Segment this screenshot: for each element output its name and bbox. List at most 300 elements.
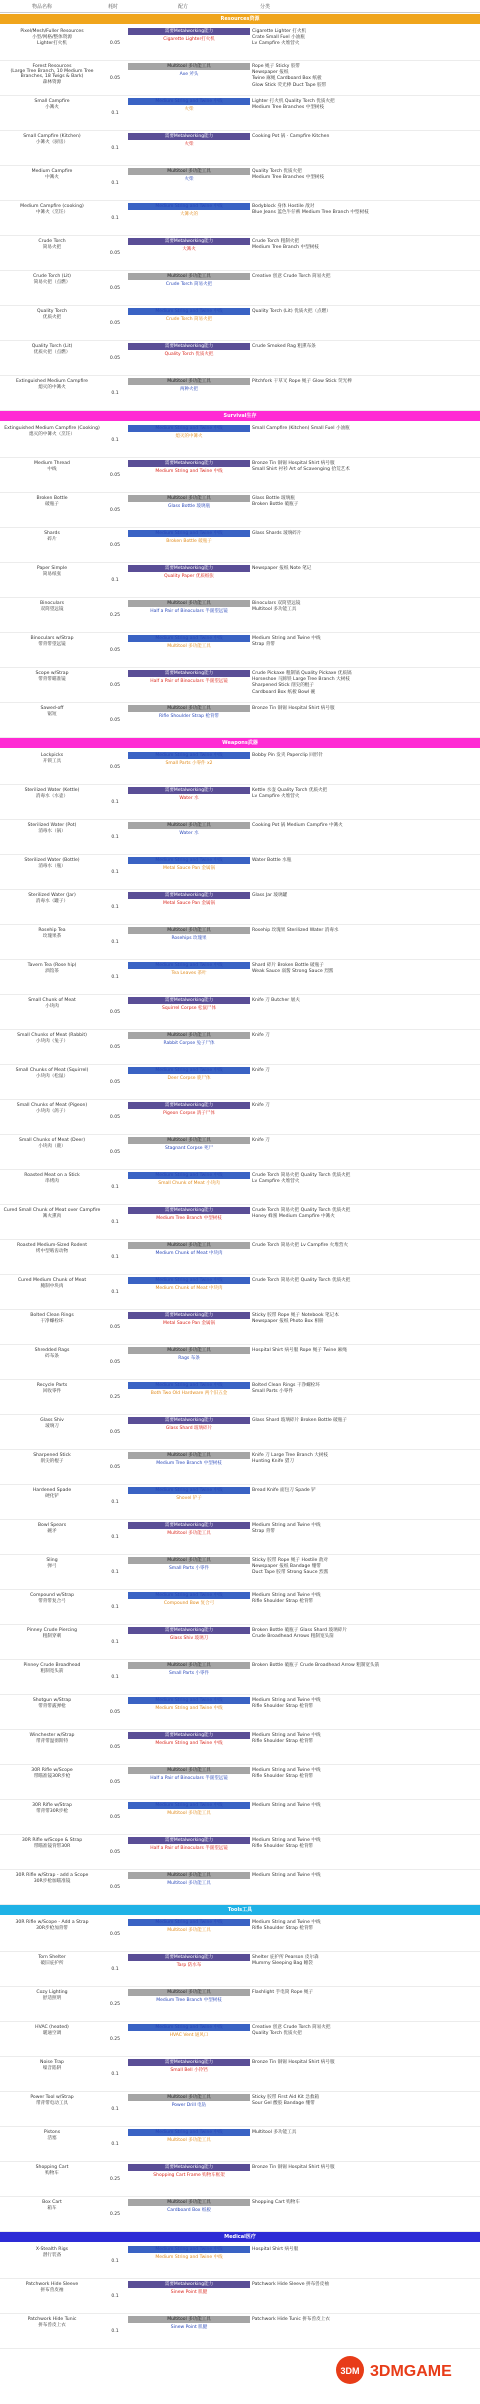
item-name: Roasted Meat on a Stick 串烤肉 xyxy=(24,1173,80,1184)
header-time: 耗时 xyxy=(108,4,119,10)
item-name: Glass Shiv 玻璃刀 xyxy=(40,1418,64,1429)
recipe-ingredient: Power Drill 电钻 xyxy=(171,2103,207,2108)
craft-time: 0.05 xyxy=(109,1709,121,1715)
table-row xyxy=(0,890,480,925)
recipe-bar: 需要Metalworking能力 xyxy=(128,1627,250,1634)
table-row xyxy=(0,96,480,131)
item-name: Patchwork Hide Sleeve 拼布兽皮袖 xyxy=(25,2282,79,2293)
item-name: Rosehip Tea 玫瑰果茶 xyxy=(38,928,66,939)
table-row xyxy=(0,528,480,563)
table-row xyxy=(0,1205,480,1240)
table-row xyxy=(0,1555,480,1590)
recipe-bar: Multitool 多功能工具 xyxy=(128,2199,250,2206)
recipe-ingredient: Glass Shard 玻璃碎片 xyxy=(165,1426,213,1431)
category-info: Pitchfork 干草叉 Rope 绳子 Glow Stick 荧光棒 xyxy=(252,379,352,384)
recipe-bar: Medium String and Twine 中线 xyxy=(128,752,250,759)
craft-time: 0.1 xyxy=(111,215,119,221)
craft-time: 0.05 xyxy=(109,647,121,653)
item-name: Small Chunks of Meat (Squirrel) 小块肉（松鼠） xyxy=(15,1068,89,1079)
table-row xyxy=(0,1170,480,1205)
craft-time: 0.05 xyxy=(109,542,121,548)
recipe-bar: Medium String and Twine 中线 xyxy=(128,2246,250,2253)
craft-time: 0.1 xyxy=(111,1184,119,1190)
category-info: Bobby Pin 发夹 Paperclip 回形针 xyxy=(252,753,324,758)
recipe-bar: 需要Metalworking能力 xyxy=(128,343,250,350)
item-name: Noise Trap 噪音陷阱 xyxy=(40,2060,64,2071)
item-name: Sling 弹弓 xyxy=(46,1558,58,1569)
craft-time: 0.05 xyxy=(109,75,121,81)
recipe-ingredient: Half a Pair of Binoculars 半副望远镜 xyxy=(150,1776,228,1781)
recipe-bar: 需要Metalworking能力 xyxy=(128,1312,250,1319)
category-info: Sticky 胶带 Rope 绳子 Hostile 敌对 Newspaper 报纸 Bandage 绷带 Duct Tape 胶带 Strong Sauce 烈酱 xyxy=(252,1558,329,1576)
recipe-ingredient: Cigarette Lighter打火机 xyxy=(163,37,215,42)
recipe-bar: 需要Metalworking能力 xyxy=(128,1837,250,1844)
table-row xyxy=(0,306,480,341)
item-name: Bolted Clean Rings 干净螺栓环 xyxy=(30,1313,74,1324)
category-info: Bodyblock 身体 Hostile 敌对 Blue Jeans 蓝色牛仔裤 Medium Tree Branch 中型树枝 xyxy=(252,204,369,216)
recipe-ingredient: Squirrel Corpse 松鼠尸体 xyxy=(162,1006,216,1011)
table-row xyxy=(0,2057,480,2092)
craft-time: 0.1 xyxy=(111,1254,119,1260)
craft-time: 0.1 xyxy=(111,1674,119,1680)
table-row xyxy=(0,1835,480,1870)
category-info: Creative 创意 Crude Torch 简易火把 xyxy=(252,274,331,279)
table-row xyxy=(0,2244,480,2279)
recipe-bar: Multitool 多功能工具 xyxy=(128,927,250,934)
category-info: Medium String and Twine 中线 Rifle Shoulder Strap 枪背带 xyxy=(252,1838,321,1850)
item-name: Pixel/Mesh/Fuller Resources 小型/网格/整体资源 Lighter打火机 xyxy=(20,29,84,46)
craft-time: 0.1 xyxy=(111,110,119,116)
category-info: Flashlight 手电筒 Rope 绳子 xyxy=(252,1990,314,1995)
table-row xyxy=(0,2092,480,2127)
item-name: Small Chunks of Meat (Pigeon) 小块肉（鸽子） xyxy=(16,1103,88,1114)
recipe-grid xyxy=(0,12,480,2404)
category-info: Hospital Shirt 病号服 Rope 绳子 Twine 麻绳 xyxy=(252,1348,347,1353)
recipe-ingredient: Sinew Point 肌腱 xyxy=(170,2290,208,2295)
recipe-ingredient: Medium Tree Branch 中型树枝 xyxy=(156,1216,222,1221)
category-info: Bread Knife 面包刀 Spade 铲 xyxy=(252,1488,316,1493)
recipe-ingredient: Metal Sauce Pan 金属锅 xyxy=(162,866,216,871)
item-name: Shopping Cart 购物车 xyxy=(35,2165,69,2176)
recipe-ingredient: Glass Shiv 玻璃刀 xyxy=(169,1636,209,1641)
craft-time: 0.25 xyxy=(109,2211,121,2217)
item-name: Lockpicks 开锁工具 xyxy=(40,753,64,764)
category-info: Medium String and Twine 中线 Rifle Shoulder Strap 枪背带 xyxy=(252,1698,321,1710)
recipe-bar: Multitool 多功能工具 xyxy=(128,1452,250,1459)
watermark-text: 3DMGAME xyxy=(370,2363,452,2380)
category-info: Knife 刀 Large Tree Branch 大树枝 Hunting Knife 猎刀 xyxy=(252,1453,329,1465)
item-name: Shotgun w/Strap 带背带霰弹枪 xyxy=(32,1698,72,1709)
table-row xyxy=(0,166,480,201)
category-info: Sticky 胶带 First Aid Kit 急救箱 Sour Gel 酸胶 Bandage 绷带 xyxy=(252,2095,320,2107)
recipe-ingredient: Compound Bow 复合弓 xyxy=(163,1601,215,1606)
recipe-bar: Multitool 多功能工具 xyxy=(128,168,250,175)
category-info: Hospital Shirt 病号服 xyxy=(252,2247,299,2252)
table-row xyxy=(0,423,480,458)
category-info: Knife 刀 xyxy=(252,1033,270,1038)
item-name: Medium Campfire 中篝火 xyxy=(31,169,73,180)
craft-time: 0.1 xyxy=(111,390,119,396)
recipe-ingredient: Cardboard Box 纸板 xyxy=(167,2208,211,2213)
table-row xyxy=(0,341,480,376)
craft-time: 0.05 xyxy=(109,1931,121,1937)
recipe-ingredient: Half a Pair of Binoculars 半副望远镜 xyxy=(150,609,228,614)
recipe-ingredient: Small Bell 小铃铛 xyxy=(170,2068,208,2073)
recipe-ingredient: Medium Tree Branch 中型树枝 xyxy=(156,1461,222,1466)
recipe-bar: Multitool 多功能工具 xyxy=(128,1872,250,1879)
recipe-ingredient: Multitool 多功能工具 xyxy=(167,1531,211,1536)
recipe-bar: Multitool 多功能工具 xyxy=(128,273,250,280)
table-row xyxy=(0,1917,480,1952)
recipe-bar: Medium String and Twine 中线 xyxy=(128,530,250,537)
table-row xyxy=(0,2127,480,2162)
recipe-ingredient: Shopping Cart Frame 购物车框架 xyxy=(153,2173,225,2178)
craft-time: 0.05 xyxy=(109,285,121,291)
craft-time: 0.05 xyxy=(109,1009,121,1015)
recipe-bar: Medium String and Twine 中线 xyxy=(128,2129,250,2136)
recipe-bar: 需要Metalworking能力 xyxy=(128,28,250,35)
recipe-ingredient: Medium Chunk of Meat 中块肉 xyxy=(155,1251,223,1256)
table-row xyxy=(0,1030,480,1065)
recipe-bar: Multitool 多功能工具 xyxy=(128,822,250,829)
table-row xyxy=(0,1415,480,1450)
craft-time: 0.05 xyxy=(109,1044,121,1050)
recipe-ingredient: Broken Bottle 破瓶子 xyxy=(166,539,212,544)
item-name: HVAC (heated) 暖通空调 xyxy=(35,2025,69,2036)
table-row xyxy=(0,1310,480,1345)
recipe-bar: 需要Metalworking能力 xyxy=(128,2281,250,2288)
craft-time: 0.1 xyxy=(111,1499,119,1505)
item-name: Box Cart 箱车 xyxy=(42,2200,62,2211)
category-info: Bronze Tin 铜锡 Hospital Shirt 病号服 xyxy=(252,706,335,711)
header-name: 物品名称 xyxy=(32,4,53,10)
section-header: Weapons武器 xyxy=(0,738,480,748)
table-row xyxy=(0,960,480,995)
item-name: Sterilized Water (Kettle) 消毒水（水壶） xyxy=(24,788,80,799)
recipe-ingredient: HVAC Vent 通风口 xyxy=(169,2033,209,2038)
item-name: 30R Rifle w/Strap - add a Scope 30R步枪加瞄准镜 xyxy=(15,1873,89,1884)
recipe-bar: Multitool 多功能工具 xyxy=(128,705,250,712)
category-info: Bolted Clean Rings 干净螺栓环 Small Parts 小零件 xyxy=(252,1383,320,1395)
craft-time: 0.05 xyxy=(109,1779,121,1785)
recipe-bar: Medium String and Twine 中线 xyxy=(128,635,250,642)
item-name: Binoculars w/Strap 带背带望远镜 xyxy=(30,636,74,647)
item-name: Extinguished Medium Campfire 熄灭的中篝火 xyxy=(16,379,88,390)
craft-time: 0.1 xyxy=(111,180,119,186)
recipe-bar: 需要Metalworking能力 xyxy=(128,1954,250,1961)
table-row xyxy=(0,995,480,1030)
category-info: Glass Shards 玻璃碎片 xyxy=(252,531,302,536)
craft-time: 0.05 xyxy=(109,1464,121,1470)
recipe-ingredient: 火柴 xyxy=(184,142,194,147)
craft-time: 0.25 xyxy=(109,2001,121,2007)
table-row xyxy=(0,925,480,960)
table-row xyxy=(0,1730,480,1765)
recipe-bar: Medium String and Twine 中线 xyxy=(128,1592,250,1599)
category-info: Small Campfire (Kitchen) Small Fuel 小油瓶 xyxy=(252,426,350,431)
recipe-ingredient: Multitool 多功能工具 xyxy=(167,2138,211,2143)
item-name: Binoculars 双筒望远镜 xyxy=(40,601,64,612)
craft-time: 0.25 xyxy=(109,2036,121,2042)
recipe-ingredient: Multitool 多功能工具 xyxy=(167,644,211,649)
craft-time: 0.05 xyxy=(109,764,121,770)
craft-time: 0.25 xyxy=(109,1394,121,1400)
recipe-bar: Multitool 多功能工具 xyxy=(128,1137,250,1144)
recipe-ingredient: Shovel 铲子 xyxy=(176,1496,202,1501)
category-info: Crude Torch 简易火把 Quality Torch 优质火把 Lv Campfire 火堆营火 xyxy=(252,1173,351,1185)
category-info: Medium String and Twine 中线 Strap 背带 xyxy=(252,636,321,648)
recipe-ingredient: 大篝火的 xyxy=(180,212,198,217)
category-info: Cooking Pot 锅 Medium Campfire 中篝火 xyxy=(252,823,343,828)
category-info: Broken Bottle 破瓶子 Crude Broadhead Arrow 粗制宽头箭 xyxy=(252,1663,380,1668)
recipe-ingredient: Rabbit Corpse 兔子尸体 xyxy=(163,1041,215,1046)
craft-time: 0.1 xyxy=(111,2258,119,2264)
category-info: Crude Pickaxe 粗制镐 Quality Pickaxe 优质镐 Horseshoe 马蹄铁 Large Tree Branch 大树枝 Sharpened Stick 削尖的棍子 Cardboard Box 纸板 Bowl 碗 xyxy=(252,671,352,695)
recipe-bar: 需要Metalworking能力 xyxy=(128,1522,250,1529)
recipe-bar: Multitool 多功能工具 xyxy=(128,1557,250,1564)
recipe-ingredient: Both Two Old Hardware 两个旧五金 xyxy=(150,1391,228,1396)
craft-time: 0.1 xyxy=(111,904,119,910)
recipe-ingredient: Multitool 多功能工具 xyxy=(167,1928,211,1933)
recipe-ingredient: Multitool 多功能工具 xyxy=(167,1811,211,1816)
recipe-bar: Medium String and Twine 中线 xyxy=(128,98,250,105)
category-info: Glass Shard 玻璃碎片 Broken Bottle 破瓶子 xyxy=(252,1418,347,1423)
table-row xyxy=(0,563,480,598)
recipe-ingredient: Tarp 防水布 xyxy=(176,1963,202,1968)
recipe-ingredient: 两种火把 xyxy=(180,387,198,392)
craft-time: 0.05 xyxy=(109,682,121,688)
table-row xyxy=(0,633,480,668)
item-name: Torn Shelter 破旧庇护所 xyxy=(38,1955,66,1966)
table-row xyxy=(0,61,480,96)
item-name: Winchester w/Strap 带背带温彻斯特 xyxy=(29,1733,75,1744)
section-header: Tools工具 xyxy=(0,1905,480,1915)
recipe-bar: Medium String and Twine 中线 xyxy=(128,1802,250,1809)
table-row xyxy=(0,1695,480,1730)
recipe-ingredient: Water 水 xyxy=(179,796,199,801)
table-row xyxy=(0,1520,480,1555)
recipe-ingredient: 熄灭的中篝火 xyxy=(175,434,203,439)
category-info: Shelter 庇护所 Pearson 皮尔森 Mummy Sleeping Bag 睡袋 xyxy=(252,1955,319,1967)
recipe-bar: 需要Metalworking能力 xyxy=(128,460,250,467)
table-row xyxy=(0,1100,480,1135)
recipe-bar: Multitool 多功能工具 xyxy=(128,1032,250,1039)
recipe-ingredient: Pigeon Corpse 鸽子尸体 xyxy=(163,1111,215,1116)
recipe-ingredient: Water 水 xyxy=(179,831,199,836)
craft-time: 0.1 xyxy=(111,939,119,945)
item-name: Hardened Spade 硬化铲 xyxy=(32,1488,72,1499)
craft-time: 0.05 xyxy=(109,472,121,478)
item-name: Pistons 活塞 xyxy=(43,2130,61,2141)
item-name: Cured Small Chunk of Meat over Campfire 篝火熏肉 xyxy=(3,1208,101,1219)
item-name: Small Campfire 小篝火 xyxy=(34,99,70,110)
category-info: Patchwork Hide Sleeve 拼布兽皮袖 xyxy=(252,2282,329,2287)
recipe-ingredient: Tea Leaves 茶叶 xyxy=(171,971,207,976)
category-info: Kettle 水壶 Quality Torch 优质火把 Lv Campfire 火堆营火 xyxy=(252,788,328,800)
recipe-ingredient: Rosehips 玫瑰果 xyxy=(171,936,207,941)
recipe-ingredient: 火柴 xyxy=(184,177,194,182)
recipe-ingredient: Small Chunk of Meat 小块肉 xyxy=(158,1181,220,1186)
recipe-bar: Medium String and Twine 中线 xyxy=(128,1067,250,1074)
category-info: Rosehip 玫瑰果 Sterilized Water 消毒水 xyxy=(252,928,339,933)
craft-time: 0.1 xyxy=(111,869,119,875)
recipe-bar: 需要Metalworking能力 xyxy=(128,670,250,677)
section-header: Survival生存 xyxy=(0,411,480,421)
craft-time: 0.1 xyxy=(111,1219,119,1225)
item-name: Paper Simple 简易纸张 xyxy=(36,566,68,577)
craft-time: 0.1 xyxy=(111,2293,119,2299)
table-row xyxy=(0,1135,480,1170)
recipe-bar: 需要Metalworking能力 xyxy=(128,565,250,572)
recipe-bar: 需要Metalworking能力 xyxy=(128,1207,250,1214)
table-row xyxy=(0,493,480,528)
category-info: Binoculars 双筒望远镜 Multitool 多功能工具 xyxy=(252,601,301,613)
item-name: Scope w/Strap 带背带瞄准镜 xyxy=(35,671,69,682)
recipe-ingredient: Half a Pair of Binoculars 半副望远镜 xyxy=(150,1846,228,1851)
category-info: Glass Bottle 玻璃瓶 Broken Bottle 破瓶子 xyxy=(252,496,299,508)
table-row xyxy=(0,598,480,633)
item-name: Cozy Lighting 舒适照明 xyxy=(36,1990,68,2001)
recipe-bar: Medium String and Twine 中线 xyxy=(128,425,250,432)
item-name: Extinguished Medium Campfire (Cooking) 熄灭的中篝火（烹饪） xyxy=(4,426,100,437)
item-name: Medium Thread 中线 xyxy=(34,461,70,472)
craft-time: 0.05 xyxy=(109,507,121,513)
recipe-bar: Medium String and Twine 中线 xyxy=(128,857,250,864)
item-name: Crude Torch 简易火把 xyxy=(38,239,66,250)
category-info: Knife 刀 xyxy=(252,1103,270,1108)
recipe-bar: 需要Metalworking能力 xyxy=(128,1417,250,1424)
recipe-ingredient: Medium String and Twine 中线 xyxy=(155,2255,223,2260)
recipe-bar: Medium String and Twine 中线 xyxy=(128,308,250,315)
recipe-bar: 需要Metalworking能力 xyxy=(128,1102,250,1109)
craft-time: 0.05 xyxy=(109,1429,121,1435)
item-name: Cured Medium Chunk of Meat 腌制中块肉 xyxy=(17,1278,87,1289)
category-info: Medium String and Twine 中线 Rifle Shoulder Strap 枪背带 xyxy=(252,1768,321,1780)
table-row xyxy=(0,1275,480,1310)
table-row xyxy=(0,2162,480,2197)
section-header: Medical医疗 xyxy=(0,2232,480,2242)
recipe-ingredient: Medium Chunk of Meat 中块肉 xyxy=(155,1286,223,1291)
recipe-ingredient: Glass Bottle 玻璃瓶 xyxy=(168,504,210,509)
craft-time: 0.1 xyxy=(111,2071,119,2077)
recipe-ingredient: Half a Pair of Binoculars 半副望远镜 xyxy=(150,679,228,684)
craft-time: 0.1 xyxy=(111,2106,119,2112)
craft-time: 0.05 xyxy=(109,355,121,361)
table-row xyxy=(0,1625,480,1660)
item-name: Power Tool w/Strap 带背带电动工具 xyxy=(30,2095,74,2106)
craft-time: 0.1 xyxy=(111,834,119,840)
craft-time: 0.1 xyxy=(111,145,119,151)
craft-time: 0.05 xyxy=(109,1849,121,1855)
recipe-bar: 需要Metalworking能力 xyxy=(128,997,250,1004)
category-info: Sticky 胶带 Rope 绳子 Notebook 笔记本 Newspaper 报纸 Photo Box 相册 xyxy=(252,1313,339,1325)
table-row xyxy=(0,1345,480,1380)
table-row xyxy=(0,1485,480,1520)
recipe-bar: Multitool 多功能工具 xyxy=(128,1242,250,1249)
craft-time: 0.05 xyxy=(109,250,121,256)
item-name: Small Chunk of Meat 小块肉 xyxy=(28,998,76,1009)
category-info: Creative 创意 Crude Torch 简易火把 Quality Torch 优质火把 xyxy=(252,2025,331,2037)
item-name: Pinney Crude Piercing 粗制穿刺 xyxy=(26,1628,78,1639)
item-name: Crude Torch (Lit) 简易火把（点燃） xyxy=(33,274,71,285)
category-info: Crude Torch 简易火把 Quality Torch 优质火把 xyxy=(252,1278,351,1283)
item-name: Roasted Medium-Sized Rodent 烤中型啮齿动物 xyxy=(16,1243,88,1254)
recipe-ingredient: Small Parts 小零件 x2 xyxy=(165,761,213,766)
item-name: Tavern Tea (Rose hip) 酒馆茶 xyxy=(27,963,77,974)
category-info: Knife 刀 xyxy=(252,1138,270,1143)
category-info: Rope 绳子 Sticky 胶带 Newspaper 报纸 Twine 麻绳 Cardboard Box 纸板 Glow Stick 荧光棒 Duct Tape 胶带 xyxy=(252,64,327,88)
recipe-bar: 需要Metalworking能力 xyxy=(128,1732,250,1739)
craft-time: 0.1 xyxy=(111,1534,119,1540)
craft-time: 0.05 xyxy=(109,1149,121,1155)
table-row xyxy=(0,855,480,890)
item-name: Compound w/Strap 带背带复合弓 xyxy=(29,1593,75,1604)
table-row xyxy=(0,1870,480,1905)
recipe-bar: 需要Metalworking能力 xyxy=(128,892,250,899)
recipe-bar: Medium String and Twine 中线 xyxy=(128,1172,250,1179)
craft-time: 0.1 xyxy=(111,577,119,583)
category-info: Crude Torch 简易火把 Quality Torch 优质火把 Honey 蜂蜜 Medium Campfire 中篝火 xyxy=(252,1208,351,1220)
table-row xyxy=(0,271,480,306)
craft-time: 0.25 xyxy=(109,2176,121,2182)
craft-time: 0.05 xyxy=(109,1114,121,1120)
category-info: Quality Torch 优质火把 Medium Tree Branches 中型树枝 xyxy=(252,169,325,181)
craft-time: 0.1 xyxy=(111,974,119,980)
table-row xyxy=(0,1987,480,2022)
item-name: Sharpened Stick 削尖的棍子 xyxy=(33,1453,71,1464)
table-row xyxy=(0,820,480,855)
category-info: Shard 碎片 Broken Bottle 破瓶子 Weak Sauce 弱酱 Strong Sauce 烈酱 xyxy=(252,963,334,975)
item-name: Sterilized Water (Pot) 消毒水（锅） xyxy=(27,823,77,834)
craft-time: 0.05 xyxy=(109,1884,121,1890)
category-info: Knife 刀 xyxy=(252,1068,270,1073)
table-row xyxy=(0,2197,480,2232)
category-info: Multitool 多功能工具 xyxy=(252,2130,297,2135)
recipe-ingredient: Quality Torch 优质火把 xyxy=(164,352,214,357)
table-row xyxy=(0,1800,480,1835)
recipe-ingredient: 火柴 xyxy=(184,107,194,112)
recipe-bar: Medium String and Twine 中线 xyxy=(128,1919,250,1926)
craft-time: 0.1 xyxy=(111,2141,119,2147)
recipe-ingredient: Medium String and Twine 中线 xyxy=(155,1706,223,1711)
recipe-bar: Multitool 多功能工具 xyxy=(128,1767,250,1774)
table-row xyxy=(0,2314,480,2349)
table-row xyxy=(0,2022,480,2057)
item-name: Recycle Parts 回收零件 xyxy=(36,1383,68,1394)
table-row xyxy=(0,668,480,703)
item-name: Medium Campfire (cooking) 中篝火（烹饪） xyxy=(20,204,84,215)
item-name: Sterilized Water (Jar) 消毒水（罐子） xyxy=(28,893,76,904)
craft-time: 0.1 xyxy=(111,1289,119,1295)
item-name: 30R Rifle w/Scope & Strap 带瞄准镜背带30R xyxy=(21,1838,83,1849)
category-info: Medium String and Twine 中线 Strap 背带 xyxy=(252,1523,321,1535)
category-info: Knife 刀 Butcher 屠夫 xyxy=(252,998,300,1003)
category-info: Crude Torch 简易火把 Lv Campfire 火堆营火 xyxy=(252,1243,349,1248)
table-row xyxy=(0,1590,480,1625)
table-row xyxy=(0,785,480,820)
category-info: Cigarette Lighter 打火机 Crate Small Fuel 小油瓶 Lv Campfire 火堆营火 xyxy=(252,29,307,47)
category-info: Quality Torch (Lit) 优质火把（点燃） xyxy=(252,309,331,314)
table-row xyxy=(0,1765,480,1800)
recipe-bar: Multitool 多功能工具 xyxy=(128,2316,250,2323)
watermark-logo xyxy=(332,2350,472,2390)
recipe-bar: 需要Metalworking能力 xyxy=(128,238,250,245)
recipe-bar: Medium String and Twine 中线 xyxy=(128,1487,250,1494)
craft-time: 0.05 xyxy=(109,1744,121,1750)
recipe-ingredient: Medium String and Twine 中线 xyxy=(155,1741,223,1746)
item-name: Small Campfire (Kitchen) 小篝火（厨房） xyxy=(23,134,81,145)
item-name: Small Chunks of Meat (Rabbit) 小块肉（兔子） xyxy=(17,1033,87,1044)
